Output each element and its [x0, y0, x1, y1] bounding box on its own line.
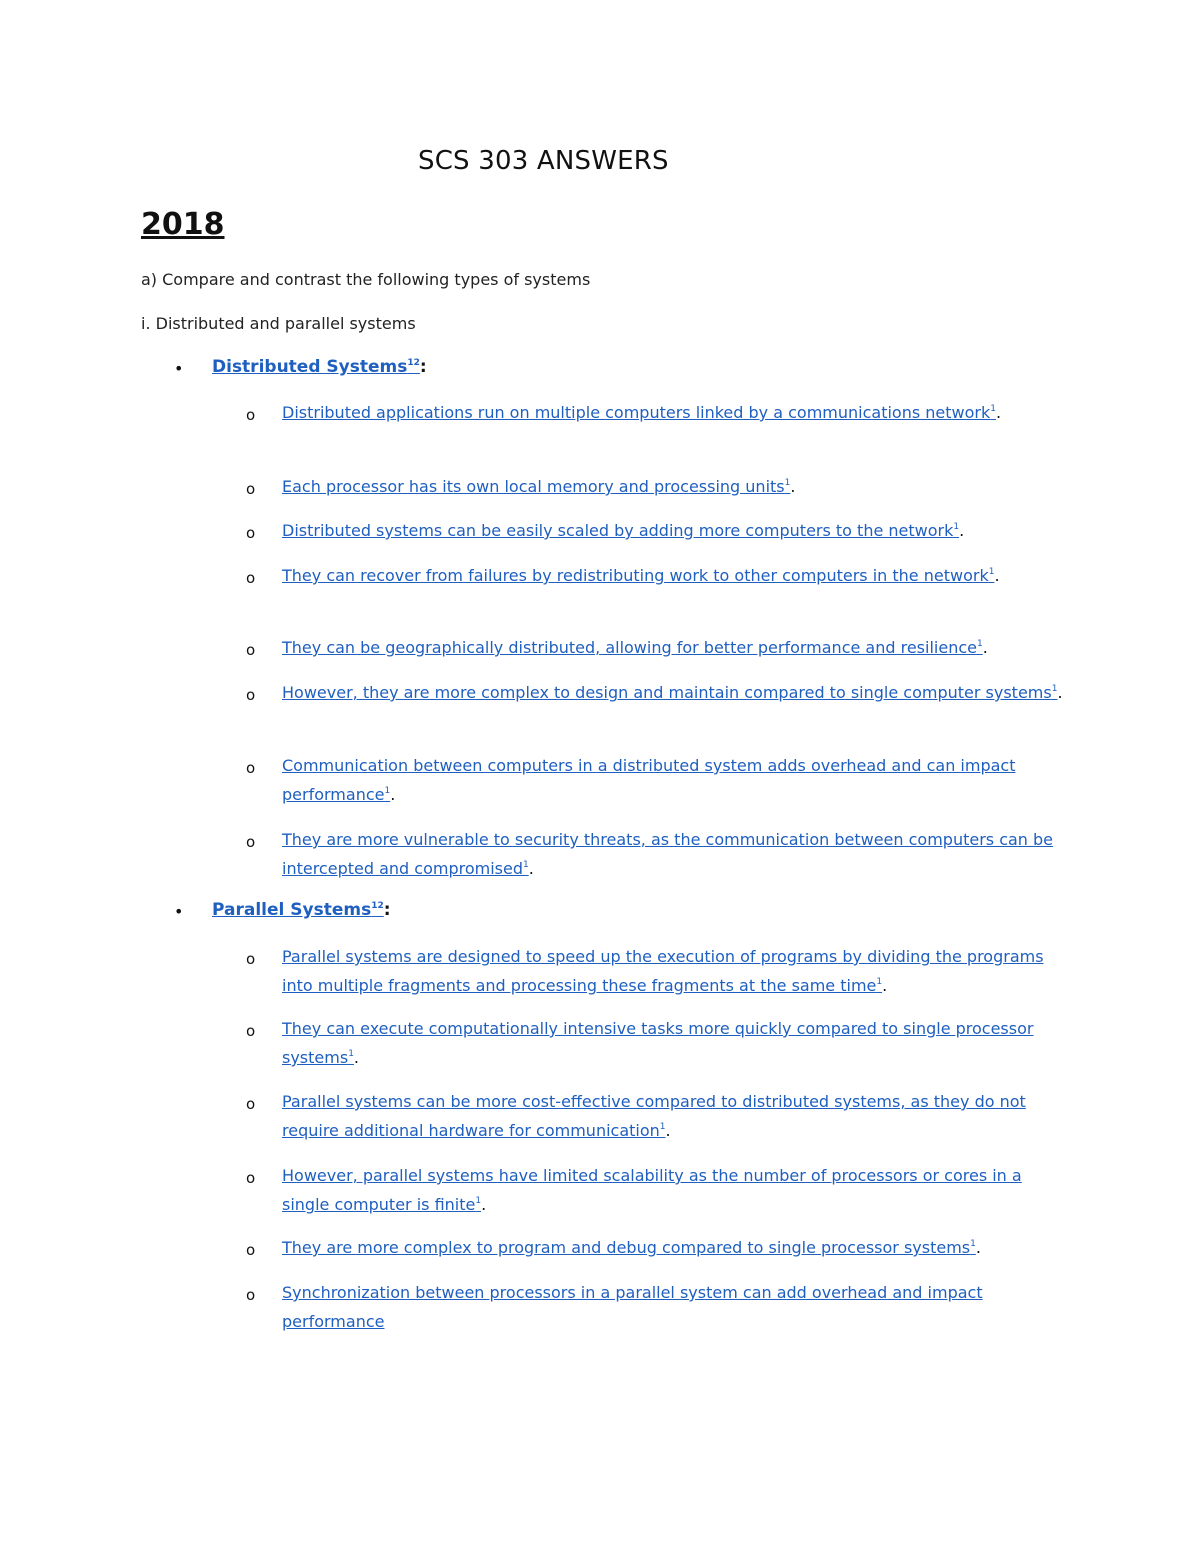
sentence-period: . [995, 403, 1002, 422]
sub-bullet-icon: o [246, 569, 256, 587]
answer-text: Distributed applications run on multiple computers linked by a communications network [282, 403, 991, 422]
answer-link[interactable] [282, 1238, 976, 1257]
answer-link[interactable] [282, 1092, 1026, 1140]
section-heading-text: Parallel Systems [212, 900, 372, 920]
answer-link[interactable] [282, 1283, 983, 1331]
sentence-period: . [665, 1121, 671, 1140]
answer-text: They can recover from failures by redistributing work to other computers in the network [282, 566, 989, 585]
list-item [282, 1161, 1072, 1219]
answer-text: They can execute computationally intensive tasks more quickly compared to single processor systems [282, 1019, 1034, 1067]
answer-link[interactable] [282, 403, 996, 422]
list-item [282, 825, 1072, 883]
subquestion-text: i. Distributed and parallel systems [141, 314, 416, 333]
section-heading-link[interactable] [212, 357, 427, 377]
list-item [282, 633, 1072, 662]
citation-superscript: 1 [876, 977, 883, 987]
year-heading: 2018 [141, 207, 225, 242]
list-item [282, 1014, 1072, 1072]
answer-text: Parallel systems are designed to speed up the execution of programs by dividing the programs into multiple fragments and processing these fragments at the same time [282, 947, 1044, 995]
citation-superscript: 1 [522, 860, 529, 870]
list-item [282, 472, 1072, 501]
citation-superscript: 1 [659, 1122, 666, 1132]
question-text: a) Compare and contrast the following types of systems [141, 270, 591, 289]
answer-link[interactable] [282, 566, 994, 585]
answer-link[interactable] [282, 1019, 1033, 1067]
answer-link[interactable] [282, 683, 1057, 702]
list-item [282, 1087, 1072, 1145]
answer-text: They are more complex to program and debug compared to single processor systems [282, 1238, 971, 1257]
citation-superscript: 1 [988, 567, 995, 577]
citation-superscript: 12 [371, 901, 384, 911]
answer-link[interactable] [282, 830, 1053, 878]
heading-colon: : [419, 357, 427, 377]
list-item [282, 561, 1072, 590]
sub-bullet-icon: o [246, 1169, 256, 1187]
list-item [282, 398, 1072, 427]
answer-link[interactable] [282, 947, 1044, 995]
sentence-period: . [528, 859, 534, 878]
sub-bullet-icon: o [246, 1022, 256, 1040]
list-item [282, 516, 1072, 545]
sub-bullet-icon: o [246, 833, 256, 851]
citation-superscript: 1 [976, 639, 983, 649]
answer-link[interactable] [282, 638, 983, 657]
sub-bullet-icon: o [246, 524, 256, 542]
bullet-icon: • [174, 902, 184, 921]
heading-colon: : [383, 900, 391, 920]
sub-bullet-icon: o [246, 1241, 256, 1259]
answer-text: However, they are more complex to design and maintain compared to single computer systems [282, 683, 1052, 702]
answer-text: Parallel systems can be more cost-effective compared to distributed systems, as they do not require additional hardware for communication [282, 1092, 1026, 1140]
sentence-period: . [982, 638, 988, 657]
citation-superscript: 1 [1051, 684, 1058, 694]
document-title: SCS 303 ANSWERS [418, 146, 669, 176]
answer-text: They can be geographically distributed, allowing for better performance and resilience [282, 638, 977, 657]
citation-superscript: 1 [953, 522, 960, 532]
citation-superscript: 1 [784, 478, 791, 488]
sub-bullet-icon: o [246, 686, 256, 704]
answer-text: Distributed systems can be easily scaled by adding more computers to the network [282, 521, 954, 540]
list-item [282, 942, 1072, 1000]
section-heading-link[interactable] [212, 900, 391, 920]
sub-bullet-icon: o [246, 1286, 256, 1304]
answer-text: Each processor has its own local memory and processing units [282, 477, 785, 496]
sentence-period: . [390, 785, 396, 804]
sentence-period: . [481, 1195, 487, 1214]
citation-superscript: 1 [990, 404, 996, 414]
answer-link[interactable] [282, 521, 959, 540]
answer-text: However, parallel systems have limited scalability as the number of processors or cores in a single computer is finite [282, 1166, 1022, 1214]
sub-bullet-icon: o [246, 641, 256, 659]
sentence-period: . [1057, 683, 1063, 702]
list-item [282, 678, 1072, 707]
list-item [282, 751, 1072, 809]
sentence-period: . [959, 521, 965, 540]
bullet-icon: • [174, 359, 184, 378]
citation-superscript: 1 [970, 1239, 976, 1249]
sub-bullet-icon: o [246, 406, 256, 424]
citation-superscript: 1 [348, 1049, 354, 1059]
answer-text: Communication between computers in a distributed system adds overhead and can impact performance [282, 756, 1016, 804]
citation-superscript: 12 [407, 358, 420, 368]
list-item [282, 1233, 1072, 1262]
list-item [282, 1278, 1072, 1336]
sub-bullet-icon: o [246, 1095, 256, 1113]
sentence-period: . [353, 1048, 360, 1067]
answer-link[interactable] [282, 477, 790, 496]
sub-bullet-icon: o [246, 480, 256, 498]
sentence-period: . [790, 477, 796, 496]
section-heading-text: Distributed Systems [212, 357, 408, 377]
sentence-period: . [975, 1238, 981, 1257]
answer-text: They are more vulnerable to security threats, as the communication between computers can be intercepted and compromised [282, 830, 1054, 878]
sub-bullet-icon: o [246, 759, 256, 777]
citation-superscript: 1 [384, 786, 391, 796]
answer-link[interactable] [282, 1166, 1022, 1214]
sentence-period: . [994, 566, 1000, 585]
citation-superscript: 1 [475, 1196, 482, 1206]
answer-text: Synchronization between processors in a parallel system can add overhead and impact performance [282, 1283, 983, 1331]
sub-bullet-icon: o [246, 950, 256, 968]
sentence-period: . [882, 976, 888, 995]
